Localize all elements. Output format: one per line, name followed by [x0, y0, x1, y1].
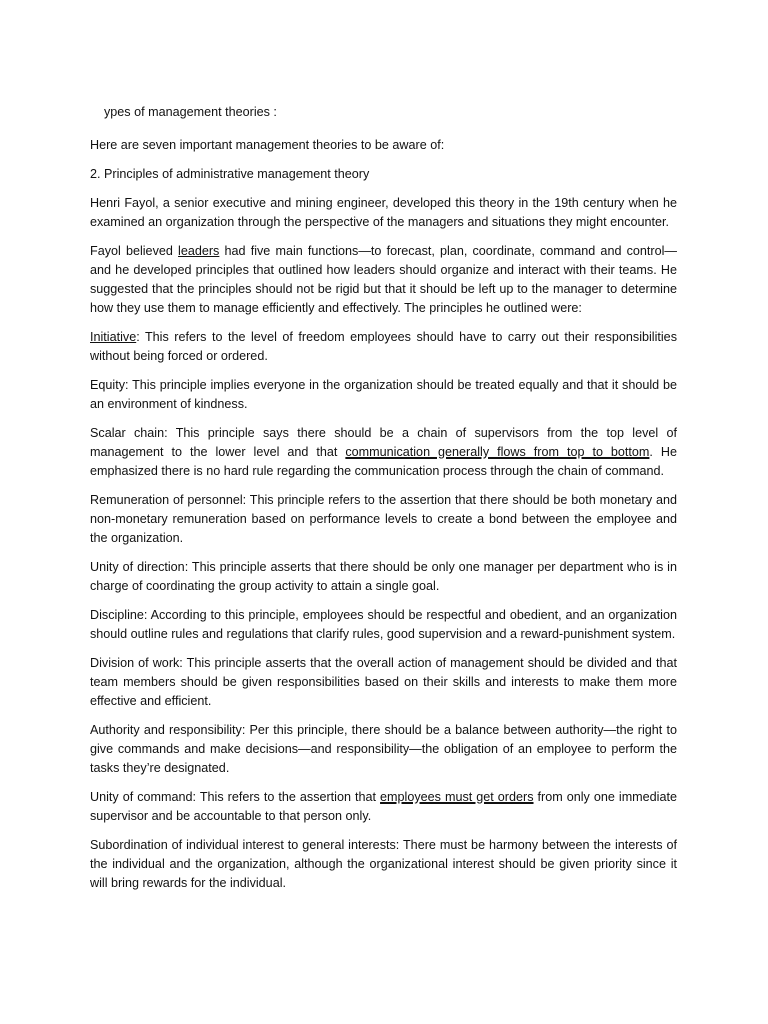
employees-orders-link[interactable]: employees must get orders	[380, 790, 534, 804]
initiative-text: : This refers to the level of freedom employees should have to carry out their responsibilities without being forced or ordered.	[90, 330, 677, 363]
unity-of-command-text-after: from only one immediate supervisor and be accountable to that person only.	[90, 790, 677, 823]
unity-of-command-paragraph	[90, 788, 677, 826]
section-heading: 2. Principles of administrative management theory	[90, 167, 370, 181]
fayol-functions-text-after: had five main functions—to forecast, plan, coordinate, command and control—and he developed principles that outlined how leaders should organize and interact with their teams. He suggested that the principles should not be rigid but that it should be left up to the manager to determine how they use them to manage efficiently and effectively. The principles he outlined were:	[90, 244, 678, 315]
initiative-paragraph	[90, 328, 677, 366]
equity-paragraph: Equity: This principle implies everyone in the organization should be treated equally and that it should be an environment of kindness.	[90, 378, 677, 411]
subordination-paragraph: Subordination of individual interest to general interests: There must be harmony between the interests of the individual and the organization, although the organizational interest should be given priority since it will bring rewards for the individual.	[90, 838, 677, 890]
unity-of-command-text-before: Unity of command: This refers to the assertion that	[90, 790, 381, 804]
fayol-background-paragraph: Henri Fayol, a senior executive and mining engineer, developed this theory in the 19th century when he examined an organization through the perspective of the managers and situations they might encounter.	[90, 196, 677, 229]
unity-of-direction-paragraph: Unity of direction: This principle asserts that there should be only one manager per department who is in charge of coordinating the group activity to attain a single goal.	[90, 560, 677, 593]
communication-link[interactable]: communication generally flows from top to bottom	[345, 445, 650, 459]
initiative-link[interactable]: Initiative	[90, 330, 137, 344]
fayol-functions-paragraph	[90, 242, 677, 318]
leaders-link[interactable]: leaders	[178, 244, 220, 258]
fayol-functions-text-before: Fayol believed	[90, 244, 179, 258]
discipline-paragraph: Discipline: According to this principle, employees should be respectful and obedient, and an organization should outline rules and regulations that clarify rules, good supervision and a reward-punishment system.	[90, 608, 677, 641]
authority-paragraph: Authority and responsibility: Per this principle, there should be a balance between authority—the right to give commands and make decisions—and responsibility—the obligation of an employee to perform the tasks they’re designated.	[90, 723, 677, 775]
scalar-chain-paragraph	[90, 424, 677, 481]
intro-paragraph: Here are seven important management theories to be aware of:	[90, 138, 445, 152]
remuneration-paragraph: Remuneration of personnel: This principle refers to the assertion that there should be both monetary and non-monetary remuneration based on performance levels to create a bond between the employee and the organization.	[90, 493, 677, 545]
document-title: ypes of management theories :	[104, 105, 277, 119]
division-of-work-paragraph: Division of work: This principle asserts that the overall action of management should be divided and that team members should be given responsibilities based on their skills and interests to make them more effective and efficient.	[90, 656, 677, 708]
scalar-chain-text-after: . He emphasized there is no hard rule regarding the communication process through the chain of command.	[90, 445, 677, 478]
scalar-chain-text-before: Scalar chain: This principle says there should be a chain of supervisors from the top level of management to the lower level and that	[90, 426, 677, 459]
document-page	[90, 103, 677, 903]
